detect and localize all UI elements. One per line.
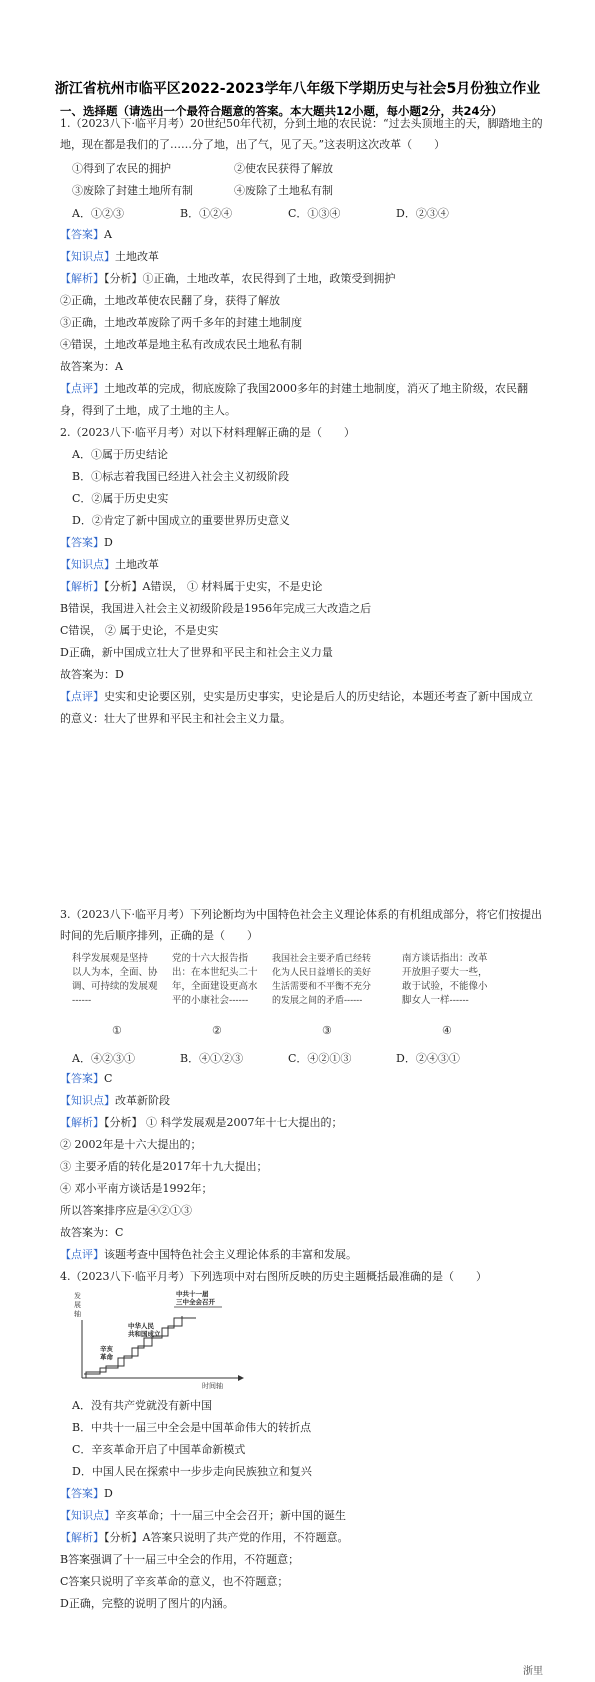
q3-analysis-5: 所以答案排序应是④②①③ xyxy=(60,1204,192,1217)
q2-analysis-4: D正确，新中国成立壮大了世界和平民主和社会主义力量 xyxy=(60,646,333,659)
q4-analysis-2: B答案强调了十一届三中全会的作用，不符题意； xyxy=(60,1553,300,1566)
card-line: 开放胆子要大一些， xyxy=(402,967,488,978)
step-label-plenum-1: 中共十一届 xyxy=(176,1290,209,1298)
q1-answer-value: A xyxy=(104,228,112,241)
step-label-plenum-2: 三中全会召开 xyxy=(176,1298,215,1306)
q3-card-3 xyxy=(272,952,382,1037)
q1-knowledge-value: 土地改革 xyxy=(115,250,159,263)
card-line: 敢于试验，不能像小 xyxy=(402,981,488,992)
y-axis-label-2: 展 xyxy=(74,1301,81,1309)
q4-option-d: D．中国人民在探索中一步步走向民族独立和复兴 xyxy=(72,1465,312,1478)
card-line: 调、可持续的发展观 xyxy=(72,981,158,992)
q1-option-a: A．①②③ xyxy=(72,207,124,220)
step-label-prc-2: 共和国成立 xyxy=(128,1330,161,1338)
step-label-prc-1: 中华人民 xyxy=(128,1322,154,1330)
q1-item-2: ②使农民获得了解放 xyxy=(234,162,333,175)
card-line: 脚女人一样------ xyxy=(402,995,469,1006)
q4-analysis-text: 【分析】A答案只说明了共产党的作用，不符题意。 xyxy=(104,1531,349,1544)
q1-item-3: ③废除了封建土地所有制 xyxy=(72,184,193,197)
q4-staircase-figure xyxy=(72,1286,272,1390)
analysis-tag: 【解析】 xyxy=(60,1116,104,1129)
q4-analysis-4: D正确，完整的说明了图片的内涵。 xyxy=(60,1597,234,1610)
q3-comment-text: 该题考查中国特色社会主义理论体系的丰富和发展。 xyxy=(104,1248,357,1261)
q2-option-a: A．①属于历史结论 xyxy=(72,448,168,461)
q3-card-4 xyxy=(402,952,490,1037)
knowledge-tag: 【知识点】 xyxy=(60,1094,115,1107)
q3-card-1 xyxy=(72,952,160,1037)
q3-knowledge xyxy=(60,1094,170,1108)
q3-comment xyxy=(60,1248,357,1262)
x-axis-label: 时间轴 xyxy=(202,1382,223,1390)
q1-knowledge xyxy=(60,250,159,264)
card-number: ④ xyxy=(442,1024,452,1037)
card-line: 以人为本，全面、协 xyxy=(72,967,158,978)
page-footer: 浙里 xyxy=(523,1666,543,1677)
q3-analysis-text: 【分析】 ① 科学发展观是2007年十七大提出的； xyxy=(104,1116,343,1129)
q4-option-c: C．辛亥革命开启了中国革命新模式 xyxy=(72,1443,246,1456)
q3-final: 故答案为：C xyxy=(60,1226,124,1239)
card-line: 党的十六大报告指 xyxy=(172,953,249,964)
q2-final: 故答案为：D xyxy=(60,668,124,681)
q3-option-a: A．④②③① xyxy=(72,1052,135,1065)
q3-knowledge-value: 改革新阶段 xyxy=(115,1094,170,1107)
card-number: ② xyxy=(212,1024,222,1037)
q3-options xyxy=(72,1050,460,1066)
q2-option-b: B．①标志着我国已经进入社会主义初级阶段 xyxy=(72,470,290,483)
q3-answer-value: C xyxy=(104,1072,113,1085)
section-heading: 一、选择题（请选出一个最符合题意的答案。本大题共12小题，每小题2分，共24分） xyxy=(60,104,503,118)
q1-item-4: ④废除了土地私有制 xyxy=(234,184,333,197)
answer-tag: 【答案】 xyxy=(60,536,104,549)
q4-answer-value: D xyxy=(104,1487,113,1500)
comment-tag: 【点评】 xyxy=(60,382,104,395)
q3-material-cards xyxy=(72,952,512,1042)
comment-tag: 【点评】 xyxy=(60,1248,104,1261)
q1-stem-line2: 地，现在都是我们的了……分了地，出了气，见了天。”这表明这次改革（ ） xyxy=(60,138,446,151)
step-label-xinhai-2: 革命 xyxy=(100,1353,113,1361)
q1-items-row1 xyxy=(72,160,333,176)
knowledge-tag: 【知识点】 xyxy=(60,558,115,571)
card-line: ------ xyxy=(72,995,92,1006)
q3-analysis-3: ③ 主要矛盾的转化是2017年十九大提出； xyxy=(60,1160,268,1173)
q2-knowledge-value: 土地改革 xyxy=(115,558,159,571)
q4-option-a: A．没有共产党就没有新中国 xyxy=(72,1399,212,1412)
card-number: ① xyxy=(112,1024,122,1037)
q1-items-row2 xyxy=(72,182,333,198)
q4-answer xyxy=(60,1487,113,1501)
q1-comment-1 xyxy=(60,382,528,396)
analysis-tag: 【解析】 xyxy=(60,1531,104,1544)
q3-analysis-4: ④ 邓小平南方谈话是1992年； xyxy=(60,1182,213,1195)
q3-stem-line1: 3.（2023八下·临平月考）下列论断均为中国特色社会主义理论体系的有机组成部分，将它们按提出 xyxy=(60,908,542,921)
q3-analysis-2: ② 2002年是十六大提出的； xyxy=(60,1138,202,1151)
q3-card-2 xyxy=(172,952,260,1037)
card-line: 化为人民日益增长的美好 xyxy=(272,968,372,978)
q4-knowledge-value: 辛亥革命；十一届三中全会召开；新中国的诞生 xyxy=(115,1509,346,1522)
q1-option-d: D．②③④ xyxy=(396,207,449,220)
card-line: 的发展之间的矛盾------ xyxy=(272,996,363,1006)
q3-option-c: C．④②①③ xyxy=(288,1052,352,1065)
card-line: 出：在本世纪头二十 xyxy=(172,967,258,978)
y-axis-label-3: 轴 xyxy=(74,1310,81,1318)
knowledge-tag: 【知识点】 xyxy=(60,250,115,263)
q2-analysis-text: 【分析】A错误， ① 材料属于史实，不是史论 xyxy=(104,580,323,593)
card-line: 我国社会主要矛盾已经转 xyxy=(272,954,372,964)
card-number: ③ xyxy=(322,1024,332,1037)
q2-analysis-3: C错误， ② 属于史论，不是史实 xyxy=(60,624,219,637)
q4-stem: 4.（2023八下·临平月考）下列选项中对右图所反映的历史主题概括最准确的是（ ） xyxy=(60,1270,487,1283)
q1-analysis-4: ④错误，土地改革是地主私有改成农民土地私有制 xyxy=(60,338,302,351)
q1-analysis-2: ②正确，土地改革使农民翻了身，获得了解放 xyxy=(60,294,280,307)
q1-option-b: B．①②④ xyxy=(180,207,233,220)
q1-comment-2: 身，得到了土地，成了土地的主人。 xyxy=(60,404,236,417)
card-line: 平的小康社会------ xyxy=(172,995,249,1006)
card-line: 南方谈话指出：改革 xyxy=(402,953,488,964)
q1-final: 故答案为：A xyxy=(60,360,123,373)
y-axis-label-1: 发 xyxy=(74,1292,81,1300)
x-axis-arrow xyxy=(238,1375,244,1381)
q2-comment-1 xyxy=(60,690,533,704)
q2-option-d: D．②肯定了新中国成立的重要世界历史意义 xyxy=(72,514,290,527)
q3-answer xyxy=(60,1072,112,1086)
page-title: 浙江省杭州市临平区2022-2023学年八年级下学期历史与社会5月份独立作业 xyxy=(54,81,541,97)
q1-item-1: ①得到了农民的拥护 xyxy=(72,162,171,175)
q1-analysis-1 xyxy=(60,272,396,286)
q2-comment-2: 的意义：壮大了世界和平民主和社会主义力量。 xyxy=(60,712,291,725)
q1-analysis-text: 【分析】①正确，土地改革，农民得到了土地，政策受到拥护 xyxy=(104,272,396,285)
q1-comment-text: 土地改革的完成，彻底废除了我国2000多年的封建土地制度，消灭了地主阶级，农民翻 xyxy=(104,382,528,395)
step-label-xinhai-1: 辛亥 xyxy=(100,1345,113,1353)
q1-answer xyxy=(60,228,112,242)
q3-stem-line2: 时间的先后顺序排列，正确的是（ ） xyxy=(60,929,258,942)
q2-stem: 2.（2023八下·临平月考）对以下材料理解正确的是（ ） xyxy=(60,426,355,439)
knowledge-tag: 【知识点】 xyxy=(60,1509,115,1522)
q4-option-b: B．中共十一届三中全会是中国革命伟大的转折点 xyxy=(72,1421,312,1434)
q2-comment-text: 史实和史论要区别，史实是历史事实，史论是后人的历史结论，本题还考查了新中国成立 xyxy=(104,690,533,703)
q1-analysis-3: ③正确，土地改革废除了两千多年的封建土地制度 xyxy=(60,316,302,329)
q4-analysis-3: C答案只说明了辛亥革命的意义，也不符题意； xyxy=(60,1575,289,1588)
q1-stem-line1: 1.（2023八下·临平月考）20世纪50年代初，分到土地的农民说：“过去头顶地主的天，脚踏地主的 xyxy=(60,117,543,130)
card-line: 生活需要和不平衡不充分 xyxy=(272,982,372,992)
q2-knowledge xyxy=(60,558,159,572)
answer-tag: 【答案】 xyxy=(60,1487,104,1500)
comment-tag: 【点评】 xyxy=(60,690,104,703)
card-line: 年，全面建设更高水 xyxy=(172,981,258,992)
analysis-tag: 【解析】 xyxy=(60,580,104,593)
card-line: 科学发展观是坚持 xyxy=(72,953,149,964)
q2-option-c: C．②属于历史史实 xyxy=(72,492,169,505)
q2-answer xyxy=(60,536,113,550)
q1-option-c: C．①③④ xyxy=(288,207,341,220)
q2-analysis-2: B错误，我国进入社会主义初级阶段是1956年完成三大改造之后 xyxy=(60,602,372,615)
q4-knowledge xyxy=(60,1509,346,1523)
q3-option-b: B．④①②③ xyxy=(180,1052,244,1065)
q4-analysis-1 xyxy=(60,1531,348,1545)
analysis-tag: 【解析】 xyxy=(60,272,104,285)
answer-tag: 【答案】 xyxy=(60,1072,104,1085)
q1-options xyxy=(72,205,449,221)
answer-tag: 【答案】 xyxy=(60,228,104,241)
q2-analysis-1 xyxy=(60,580,322,594)
q3-analysis-1 xyxy=(60,1116,343,1130)
q2-answer-value: D xyxy=(104,536,113,549)
q3-option-d: D．②④③① xyxy=(396,1052,460,1065)
